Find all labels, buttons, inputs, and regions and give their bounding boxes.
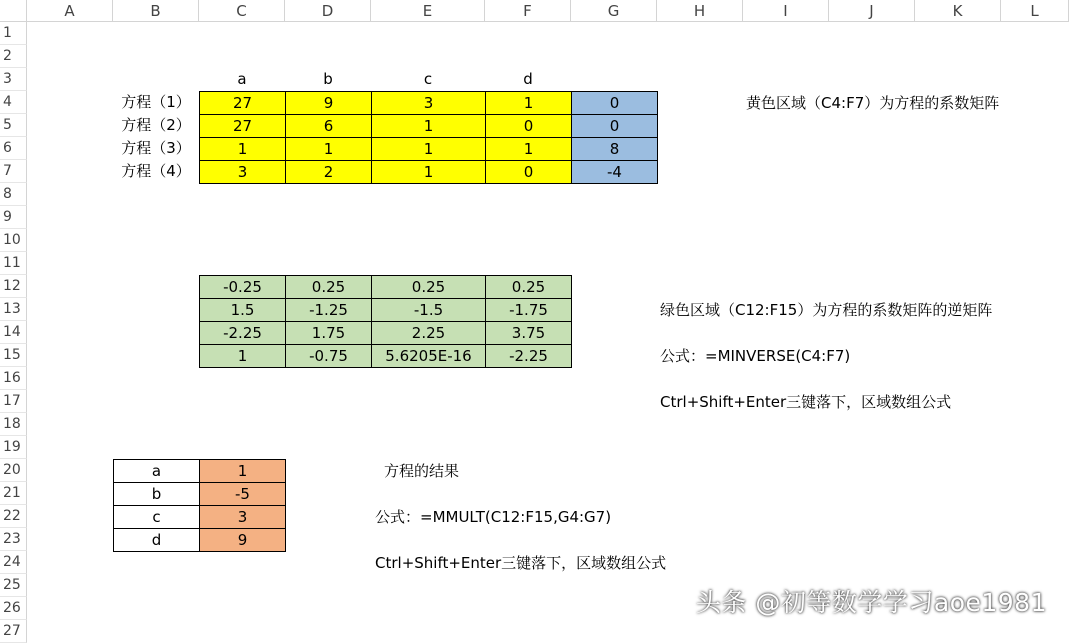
row-header-13[interactable]: 13 — [0, 298, 27, 321]
inverse-cell[interactable]: 1.5 — [199, 298, 286, 322]
col-label-d: d — [523, 70, 533, 88]
row-header-26[interactable]: 26 — [0, 597, 27, 620]
coef-cell[interactable]: 0 — [485, 160, 572, 184]
column-header-f[interactable]: F — [485, 0, 571, 22]
select-all-corner[interactable] — [0, 0, 27, 22]
row-header-11[interactable]: 11 — [0, 252, 27, 275]
row-header-6[interactable]: 6 — [0, 137, 27, 160]
result-label: a — [113, 459, 200, 483]
inverse-cell[interactable]: -1.25 — [285, 298, 372, 322]
note-ctrl-2: Ctrl+Shift+Enter三键落下，区域数组公式 — [375, 554, 667, 572]
row-header-16[interactable]: 16 — [0, 367, 27, 390]
col-label-a: a — [237, 70, 247, 88]
row-header-24[interactable]: 24 — [0, 551, 27, 574]
row-header-7[interactable]: 7 — [0, 160, 27, 183]
note-mmult: 公式：=MMULT(C12:F15,G4:G7) — [375, 508, 612, 526]
row-header-4[interactable]: 4 — [0, 91, 27, 114]
row-header-21[interactable]: 21 — [0, 482, 27, 505]
column-header-j[interactable]: J — [829, 0, 915, 22]
coef-cell[interactable]: 1 — [371, 137, 486, 161]
note-ctrl-1: Ctrl+Shift+Enter三键落下，区域数组公式 — [660, 393, 952, 411]
note-yellow: 黄色区域（C4:F7）为方程的系数矩阵 — [746, 94, 1000, 112]
coef-cell[interactable]: 1 — [371, 114, 486, 138]
inverse-cell[interactable]: -1.75 — [485, 298, 572, 322]
inverse-cell[interactable]: 0.25 — [285, 275, 372, 299]
col-label-b: b — [323, 70, 333, 88]
row-header-14[interactable]: 14 — [0, 321, 27, 344]
row-header-27[interactable]: 27 — [0, 620, 27, 643]
coef-cell[interactable]: 2 — [285, 160, 372, 184]
inverse-cell[interactable]: -2.25 — [485, 344, 572, 368]
column-header-a[interactable]: A — [27, 0, 113, 22]
coef-cell[interactable]: 9 — [285, 91, 372, 115]
column-header-h[interactable]: H — [657, 0, 743, 22]
watermark: 头条 @初等数学学习aoe1981 — [695, 588, 1047, 617]
row-header-23[interactable]: 23 — [0, 528, 27, 551]
column-header-i[interactable]: I — [743, 0, 829, 22]
inverse-cell[interactable]: 1.75 — [285, 321, 372, 345]
row-header-22[interactable]: 22 — [0, 505, 27, 528]
row-header-25[interactable]: 25 — [0, 574, 27, 597]
note-green: 绿色区域（C12:F15）为方程的系数矩阵的逆矩阵 — [660, 301, 993, 319]
coef-cell[interactable]: 27 — [199, 91, 286, 115]
result-value[interactable]: 1 — [199, 459, 286, 483]
inverse-cell[interactable]: 5.6205E-16 — [371, 344, 486, 368]
coef-cell[interactable]: 27 — [199, 114, 286, 138]
coef-cell[interactable]: 0 — [485, 114, 572, 138]
result-value[interactable]: 3 — [199, 505, 286, 529]
coef-cell[interactable]: 1 — [485, 91, 572, 115]
inverse-cell[interactable]: 3.75 — [485, 321, 572, 345]
inverse-cell[interactable]: -0.25 — [199, 275, 286, 299]
row-header-1[interactable]: 1 — [0, 22, 27, 45]
row-header-18[interactable]: 18 — [0, 413, 27, 436]
row-header-3[interactable]: 3 — [0, 68, 27, 91]
rhs-cell[interactable]: -4 — [571, 160, 658, 184]
col-label-c: c — [423, 70, 433, 88]
inverse-cell[interactable]: 2.25 — [371, 321, 486, 345]
equation-label: 方程（3） — [121, 139, 191, 157]
column-header-g[interactable]: G — [571, 0, 657, 22]
result-label: d — [113, 528, 200, 552]
rhs-cell[interactable]: 8 — [571, 137, 658, 161]
coef-cell[interactable]: 1 — [485, 137, 572, 161]
rhs-cell[interactable]: 0 — [571, 91, 658, 115]
column-header-b[interactable]: B — [113, 0, 199, 22]
coef-cell[interactable]: 1 — [371, 160, 486, 184]
row-header-5[interactable]: 5 — [0, 114, 27, 137]
column-header-c[interactable]: C — [199, 0, 285, 22]
row-header-12[interactable]: 12 — [0, 275, 27, 298]
equation-label: 方程（4） — [121, 162, 191, 180]
coef-cell[interactable]: 3 — [371, 91, 486, 115]
inverse-cell[interactable]: 0.25 — [485, 275, 572, 299]
result-value[interactable]: 9 — [199, 528, 286, 552]
coef-cell[interactable]: 3 — [199, 160, 286, 184]
rhs-cell[interactable]: 0 — [571, 114, 658, 138]
column-header-k[interactable]: K — [915, 0, 1001, 22]
equation-label: 方程（1） — [121, 93, 191, 111]
row-header-19[interactable]: 19 — [0, 436, 27, 459]
result-label: c — [113, 505, 200, 529]
inverse-cell[interactable]: 0.25 — [371, 275, 486, 299]
inverse-cell[interactable]: -1.5 — [371, 298, 486, 322]
column-header-l[interactable]: L — [1001, 0, 1069, 22]
coef-cell[interactable]: 1 — [285, 137, 372, 161]
row-header-10[interactable]: 10 — [0, 229, 27, 252]
row-header-20[interactable]: 20 — [0, 459, 27, 482]
row-header-8[interactable]: 8 — [0, 183, 27, 206]
result-value[interactable]: -5 — [199, 482, 286, 506]
inverse-cell[interactable]: 1 — [199, 344, 286, 368]
result-label: b — [113, 482, 200, 506]
coef-cell[interactable]: 6 — [285, 114, 372, 138]
row-header-15[interactable]: 15 — [0, 344, 27, 367]
row-header-17[interactable]: 17 — [0, 390, 27, 413]
note-minverse: 公式：=MINVERSE(C4:F7) — [660, 347, 851, 365]
inverse-cell[interactable]: -0.75 — [285, 344, 372, 368]
coef-cell[interactable]: 1 — [199, 137, 286, 161]
note-result-title: 方程的结果 — [384, 462, 460, 480]
column-header-d[interactable]: D — [285, 0, 371, 22]
equation-label: 方程（2） — [121, 116, 191, 134]
row-header-9[interactable]: 9 — [0, 206, 27, 229]
inverse-cell[interactable]: -2.25 — [199, 321, 286, 345]
row-header-2[interactable]: 2 — [0, 45, 27, 68]
column-header-e[interactable]: E — [371, 0, 485, 22]
